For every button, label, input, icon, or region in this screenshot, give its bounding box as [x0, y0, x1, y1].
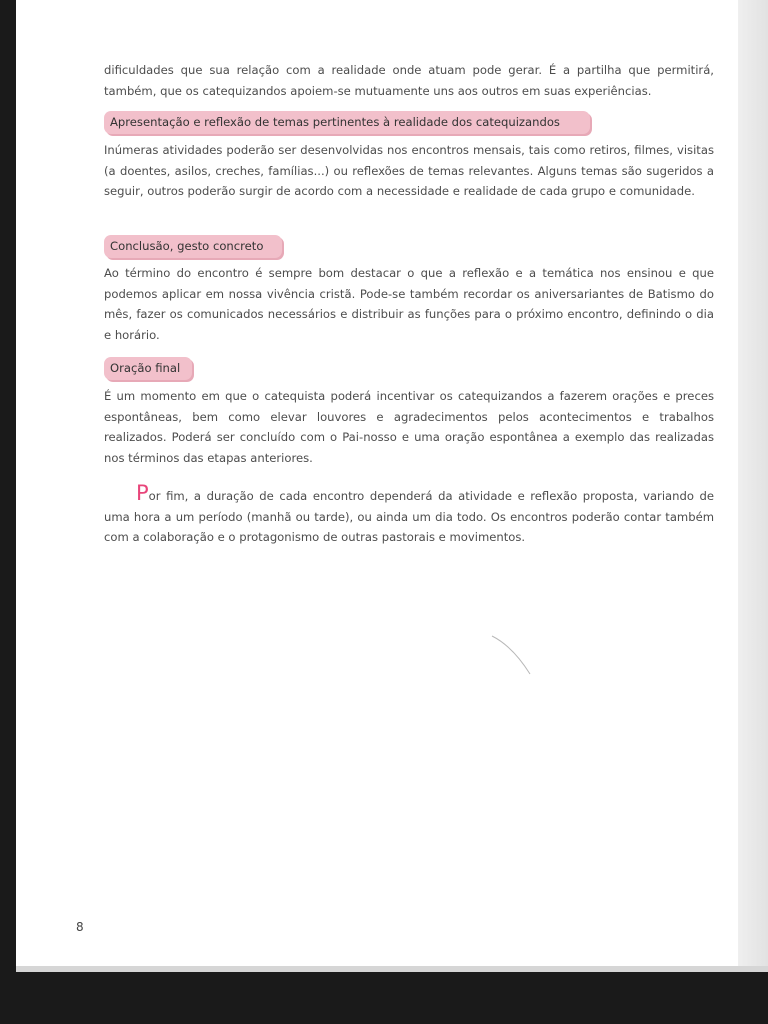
page-bottom-edge	[16, 966, 768, 972]
page-right-edge	[738, 0, 768, 966]
pencil-mark	[490, 632, 540, 682]
page-number: 8	[76, 920, 84, 934]
section-body-conclusao: Ao término do encontro é sempre bom destacar o que a reflexão e a temática nos ensinou e que podemos aplicar em nossa vivência cristã. Pode-se também recordar os aniversariantes de Batismo do mês, fazer os comunicados necessários e distribuir as funções para o próximo encontro, definindo o dia e horário.	[104, 266, 714, 342]
section-body-apresentacao: Inúmeras atividades poderão ser desenvolvidas nos encontros mensais, tais como retiros, filmes, visitas (a doentes, asilos, creches, famílias...) ou reflexões de temas relevantes. Alguns temas são sugeridos a seguir, outros poderão surgir de acordo com a necessidade e realidade de cada grupo e comunidade.	[104, 143, 714, 198]
section-heading-apresentacao: Apresentação e reflexão de temas pertinentes à realidade dos catequizandos	[104, 111, 590, 134]
section-heading-conclusao: Conclusão, gesto concreto	[104, 235, 282, 258]
closing-text: or fim, a duração de cada encontro dependerá da atividade e reflexão proposta, variando de uma hora a um período (manhã ou tarde), ou ainda um dia todo. Os encontros poderão contar também com a colaboração e o protagonismo de outras pastorais e movimentos.	[104, 489, 714, 544]
intro-paragraph: dificuldades que sua relação com a realidade onde atuam pode gerar. É a partilha que permitirá, também, que os catequizandos apoiem-se mutuamente uns aos outros em suas experiências.	[104, 63, 714, 98]
closing-paragraph	[104, 481, 714, 548]
drop-cap-letter: P	[136, 481, 149, 505]
section-body-oracao-final: É um momento em que o catequista poderá incentivar os catequizandos a fazerem orações e preces espontâneas, bem como elevar louvores e agradecimentos pelos acontecimentos e trabalhos realizados. Poderá ser concluído com o Pai-nosso e uma oração espontânea a exemplo das realizadas nos términos das etapas anteriores.	[104, 389, 714, 465]
section-heading-oracao-final: Oração final	[104, 357, 192, 380]
